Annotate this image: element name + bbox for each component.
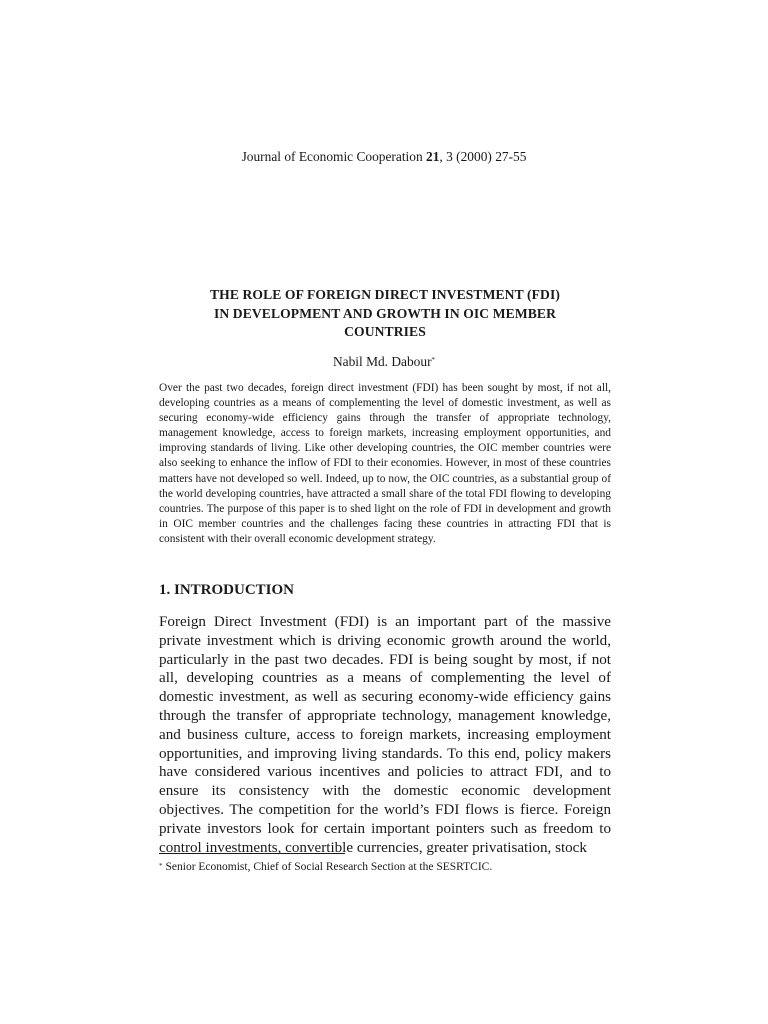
paper-title-line-3: COUNTRIES xyxy=(344,324,426,339)
paper-title-line-1: THE ROLE OF FOREIGN DIRECT INVESTMENT (FDI) xyxy=(210,287,560,302)
paper-title-line-2: IN DEVELOPMENT AND GROWTH IN OIC MEMBER xyxy=(213,305,556,321)
author-footnote-mark: * xyxy=(431,356,436,364)
footnote-text: Senior Economist, Chief of Social Research Section at the SESRTCIC. xyxy=(165,861,493,873)
footnote xyxy=(159,860,611,875)
journal-issue-pages: , 3 (2000) 27-55 xyxy=(439,149,527,164)
author-line xyxy=(0,353,768,371)
paper-title xyxy=(170,286,600,342)
abstract: Over the past two decades, foreign direct investment (FDI) has been sought by most, if not all, developing countries as a means of complementing the level of domestic investment, as well as securing economy-wide efficiency gains through the transfer of appropriate technology, management knowledge, access to foreign markets, increasing employment opportunities, and improving standards of living. Like other developing countries, the OIC member countries were also seeking to enhance the inflow of FDI to their economies. However, in most of these countries matters have not developed so well. Indeed, up to now, the OIC countries, as a substantial group of the world developing countries, have attracted a small share of the total FDI flowing to developing countries. The purpose of this paper is to shed light on the role of FDI in development and growth in OIC member countries and the challenges facing these countries in attracting FDI that is consistent with their overall economic development strategy. xyxy=(159,382,611,545)
section-heading-introduction: 1. INTRODUCTION xyxy=(159,582,295,598)
author-name: Nabil Md. Dabour xyxy=(332,354,432,369)
journal-citation xyxy=(0,148,768,166)
introduction-paragraph: Foreign Direct Investment (FDI) is an important part of the massive private investment which is driving economic growth around the world, particularly in the past two decades. FDI is being sought by most, if not all, developing countries as a means of complementing the level of domestic investment, as well as securing economy-wide efficiency gains through the transfer of appropriate technology, management knowledge, and business culture, access to foreign markets, increasing employment opportunities, and improving living standards. To this end, policy makers have considered various incentives and policies to attract FDI, and to ensure its consistency with the domestic economic development objectives. The competition for the world’s FDI flows is fierce. Foreign private investors look for certain important pointers such as freedom to control investments, convertible currencies, greater privatisation, stock xyxy=(159,614,611,856)
footnote-divider xyxy=(159,853,345,854)
journal-name: Journal of Economic Cooperation xyxy=(241,149,427,164)
footnote-mark: * xyxy=(159,862,163,870)
journal-volume: 21 xyxy=(426,149,440,164)
